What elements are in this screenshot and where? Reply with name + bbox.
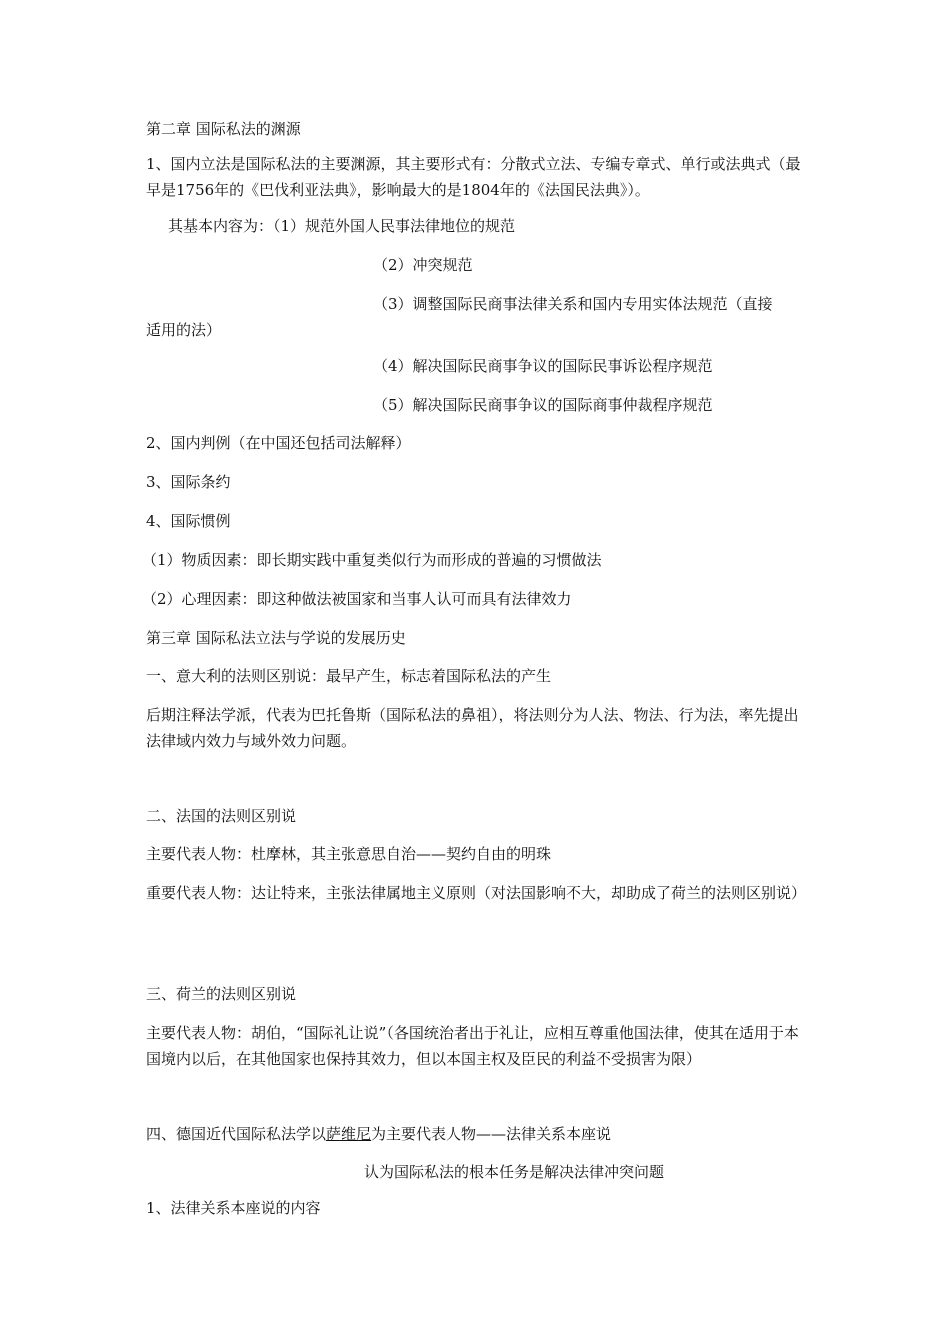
section-germany-item-1: 1、法律关系本座说的内容 bbox=[146, 1199, 321, 1217]
section-germany-subtitle-text: 认为国际私法的根本任务是解决法律冲突问题 bbox=[363, 1163, 664, 1181]
chapter-3-title: 第三章 国际私法立法与学说的发展历史 bbox=[146, 629, 406, 647]
custom-material-element: （1）物质因素：即长期实践中重复类似行为而形成的普遍的习惯做法 bbox=[142, 551, 602, 569]
section-france-representative: 主要代表人物：杜摩林，其主张意思自治——契约自由的明珠 bbox=[146, 845, 552, 863]
basic-content-item-3: （3）调整国际民商事法律关系和国内专用实体法规范（直接 bbox=[373, 295, 773, 313]
section-france-heading: 二、法国的法则区别说 bbox=[146, 807, 297, 825]
section-germany-subtitle bbox=[0, 1160, 950, 1185]
section-italy-text: 后期注释法学派，代表为巴托鲁斯（国际私法的鼻祖），将法则分为人法、物法、行为法，率先提出法律域内效力与域外效力问题。 bbox=[146, 706, 799, 750]
basic-content-item-5: （5）解决国际民商事争议的国际商事仲裁程序规范 bbox=[373, 396, 713, 414]
savigny-name: 萨维尼 bbox=[326, 1125, 372, 1143]
section-germany-heading-start: 四、德国近代国际私法学以 bbox=[146, 1125, 327, 1143]
chapter-2-title: 第二章 国际私法的渊源 bbox=[146, 120, 301, 138]
basic-content-item-1: 其基本内容为：（1）规范外国人民事法律地位的规范 bbox=[168, 217, 516, 235]
source-domestic-cases: 2、国内判例（在中国还包括司法解释） bbox=[146, 434, 411, 452]
section-netherlands-heading: 三、荷兰的法则区别说 bbox=[146, 985, 297, 1003]
section-netherlands-representative: 主要代表人物：胡伯，“国际礼让说”（各国统治者出于礼让，应相互尊重他国法律，使其在适用于本国境内以后，在其他国家也保持其效力，但以本国主权及臣民的利益不受损害为限） bbox=[146, 1024, 799, 1068]
section-france-representative-2: 重要代表人物：达让特来，主张法律属地主义原则（对法国影响不大，却助成了荷兰的法则区别说） bbox=[146, 884, 807, 902]
source-international-treaties: 3、国际条约 bbox=[146, 473, 231, 491]
basic-content-item-4: （4）解决国际民商事争议的国际民事诉讼程序规范 bbox=[373, 357, 713, 375]
basic-content-item-2: （2）冲突规范 bbox=[373, 256, 473, 274]
section-germany-heading bbox=[146, 1122, 810, 1147]
paragraph-domestic-legislation: 1、国内立法是国际私法的主要渊源，其主要形式有：分散式立法、专编专章式、单行或法典式（最早是1756年的《巴伐利亚法典》，影响最大的是1804年的《法国民法典》）。 bbox=[146, 155, 801, 199]
section-italy-heading: 一、意大利的法则区别说：最早产生，标志着国际私法的产生 bbox=[146, 667, 552, 685]
custom-psychological-element: （2）心理因素：即这种做法被国家和当事人认可而具有法律效力 bbox=[142, 590, 572, 608]
source-international-custom: 4、国际惯例 bbox=[146, 512, 231, 530]
basic-content-item-3-continued: 适用的法） bbox=[146, 321, 222, 339]
section-germany-heading-end: 为主要代表人物——法律关系本座说 bbox=[371, 1125, 612, 1143]
